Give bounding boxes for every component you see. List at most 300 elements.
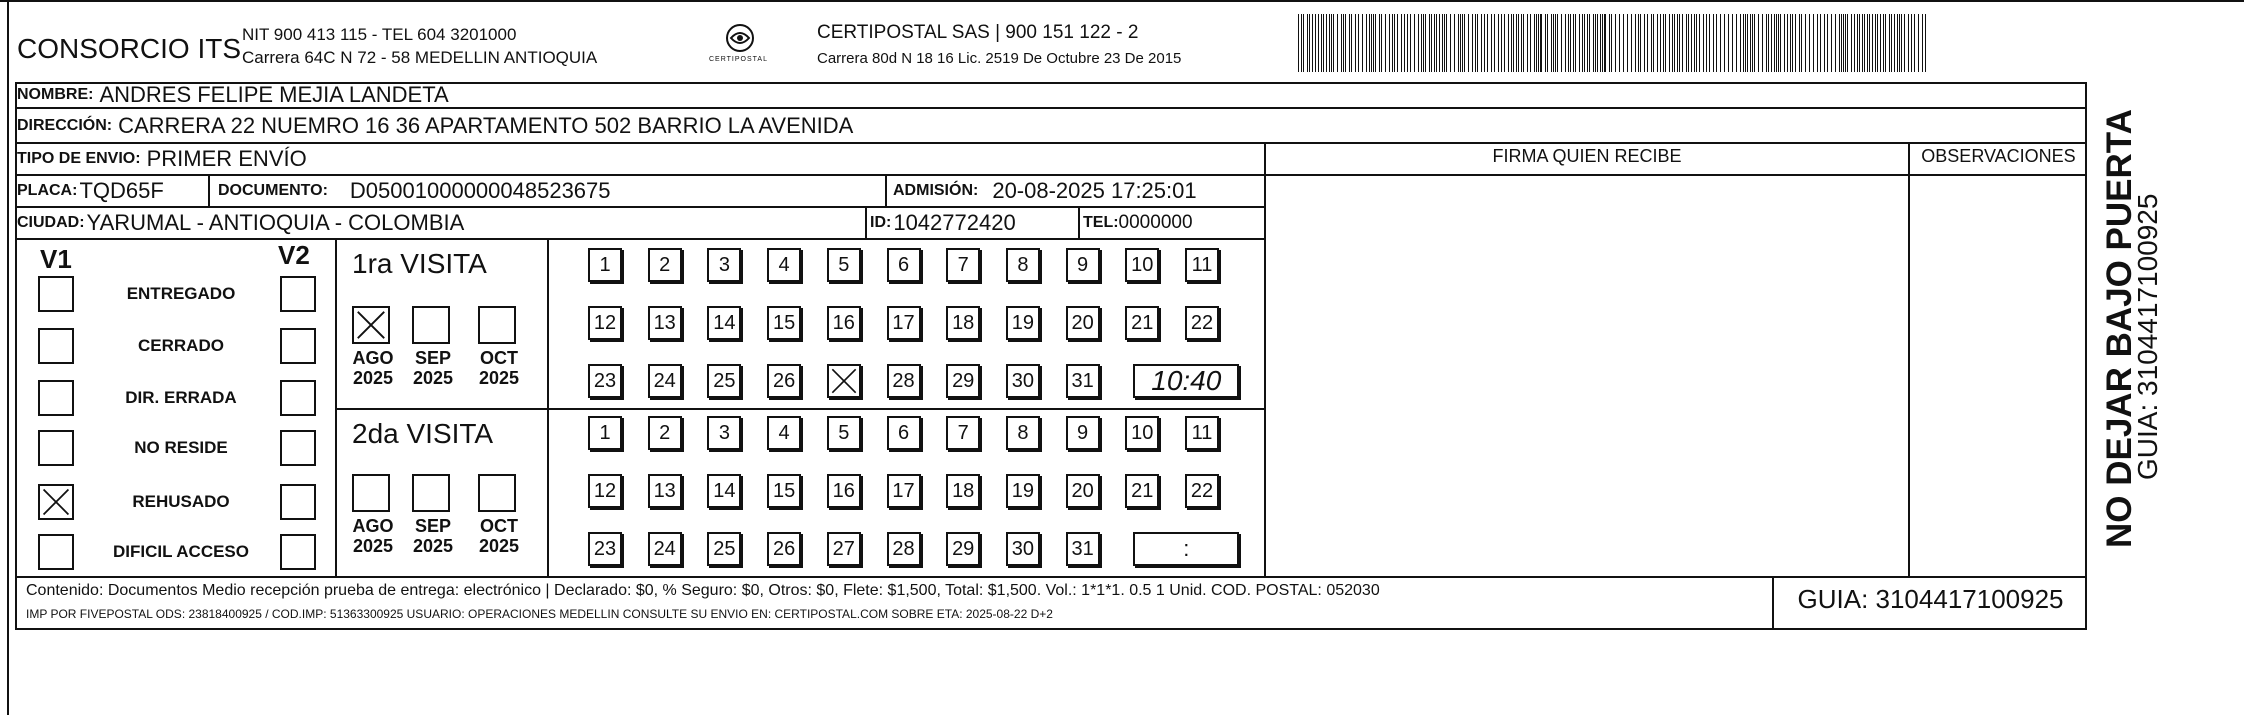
- barcode-bar: [1831, 14, 1832, 72]
- visit1-day-31[interactable]: 31: [1066, 364, 1100, 398]
- visit1-day-13[interactable]: 13: [648, 306, 682, 340]
- visit1-day-17[interactable]: 17: [887, 306, 921, 340]
- barcode-bar: [1635, 14, 1636, 72]
- barcode-bar: [1303, 14, 1304, 72]
- barcode-bar: [1824, 14, 1825, 72]
- barcode-bar: [1894, 14, 1895, 72]
- observations-divider: [1908, 142, 1910, 576]
- top-border: [0, 0, 2244, 2]
- barcode-bar: [1423, 14, 1424, 72]
- document-value: D05001000000048523675: [349, 178, 611, 203]
- barcode-bar: [1771, 14, 1772, 72]
- visit1-day-21[interactable]: 21: [1125, 306, 1159, 340]
- visit1-day-23[interactable]: 23: [588, 364, 622, 398]
- barcode-bar: [1454, 14, 1455, 72]
- visit2-day-11[interactable]: 11: [1185, 416, 1219, 450]
- status-label: DIFICIL ACCESO: [112, 542, 249, 561]
- visit1-day-1[interactable]: 1: [588, 248, 622, 282]
- barcode-bar: [1672, 14, 1673, 72]
- no-dejar-notice: NO DEJAR BAJO PUERTA: [2100, 109, 2139, 548]
- barcode-bar: [1724, 14, 1725, 72]
- visit2-day-30[interactable]: 30: [1006, 532, 1040, 566]
- barcode-bar: [1450, 14, 1451, 72]
- visit2-day-13[interactable]: 13: [648, 474, 682, 508]
- barcode-bar: [1651, 14, 1652, 72]
- barcode-bar: [1908, 14, 1909, 72]
- barcode-bar: [1381, 14, 1382, 72]
- visit1-day-30[interactable]: 30: [1006, 364, 1040, 398]
- barcode-bar: [1880, 14, 1881, 72]
- company-nit: NIT 900 413 115 - TEL 604 3201000: [242, 25, 517, 44]
- visit1-day-27[interactable]: [827, 364, 861, 398]
- barcode-bar: [1404, 14, 1405, 72]
- v1-checkbox-cerrado[interactable]: [38, 328, 74, 364]
- visit1-day-4[interactable]: 4: [767, 248, 801, 282]
- tel-value: 0000000: [1118, 212, 1193, 233]
- name-row: [17, 82, 449, 108]
- visit1-day-20[interactable]: 20: [1066, 306, 1100, 340]
- visit2-day-20[interactable]: 20: [1066, 474, 1100, 508]
- recipient-name: ANDRES FELIPE MEJIA LANDETA: [99, 82, 449, 107]
- name-label: NOMBRE:: [17, 86, 94, 103]
- barcode-bar: [1358, 14, 1359, 72]
- visit2-day-7[interactable]: 7: [946, 416, 980, 450]
- visit1-title: 1ra VISITA: [352, 248, 487, 279]
- plate-row: [17, 176, 164, 206]
- admission-value: 20-08-2025 17:25:01: [992, 178, 1197, 203]
- barcode-bar: [1587, 14, 1588, 72]
- visit2-month-sep[interactable]: [412, 474, 450, 512]
- barcode-bar: [1421, 14, 1422, 72]
- barcode-bar: [1780, 14, 1781, 72]
- barcode-bar: [1750, 14, 1751, 72]
- barcode-bar: [1318, 14, 1319, 72]
- barcode-bar: [1686, 14, 1687, 72]
- visit2-day-25[interactable]: 25: [707, 532, 741, 566]
- visit1-day-5[interactable]: 5: [827, 248, 861, 282]
- shipping-type: PRIMER ENVÍO: [146, 146, 307, 171]
- barcode-bar: [1732, 14, 1733, 72]
- barcode-bar: [1579, 14, 1580, 72]
- barcode-bar: [1713, 14, 1714, 72]
- barcode-bar: [1477, 14, 1478, 72]
- barcode-bar: [1595, 14, 1596, 72]
- visit-divider: [335, 408, 1265, 410]
- barcode-bar: [1694, 14, 1695, 72]
- barcode-bar: [1516, 14, 1517, 72]
- barcode-bar: [1597, 14, 1598, 72]
- barcode-bar: [1790, 14, 1791, 72]
- footer-divider: [15, 576, 2087, 578]
- barcode-bar: [1431, 14, 1432, 72]
- visit2-day-2[interactable]: 2: [648, 416, 682, 450]
- visit2-day-18[interactable]: 18: [946, 474, 980, 508]
- visit1-month-sep[interactable]: [412, 306, 450, 344]
- barcode-bar: [1323, 14, 1324, 72]
- visit1-day-15[interactable]: 15: [767, 306, 801, 340]
- plate-label: PLACA:: [17, 182, 78, 199]
- v2-checkbox-cerrado[interactable]: [280, 328, 316, 364]
- barcode-bar: [1854, 14, 1855, 72]
- barcode-bar: [1877, 14, 1878, 72]
- barcode-bar: [1518, 14, 1519, 72]
- barcode-bar: [1843, 14, 1844, 72]
- barcode-bar: [1752, 14, 1753, 72]
- status-divider: [335, 238, 337, 576]
- v2-checkbox-dir-errada[interactable]: [280, 380, 316, 416]
- barcode-bar: [1706, 14, 1707, 72]
- barcode-bar: [1885, 14, 1886, 72]
- barcode-bar: [1602, 14, 1603, 72]
- barcode-bar: [1682, 14, 1683, 72]
- visit2-day-24[interactable]: 24: [648, 532, 682, 566]
- v2-label: V2: [278, 240, 310, 270]
- barcode-bar: [1766, 14, 1767, 72]
- barcode-bar: [1795, 14, 1796, 72]
- barcode-bar: [1379, 14, 1380, 72]
- barcode-bar: [1337, 14, 1338, 72]
- barcode-bar: [1298, 14, 1299, 72]
- barcode-bar: [1309, 14, 1310, 72]
- barcode-bar: [1835, 14, 1836, 72]
- barcode-bar: [1747, 14, 1748, 72]
- barcode-bar: [1869, 14, 1870, 72]
- barcode-bar: [1864, 14, 1865, 72]
- barcode-bar: [1333, 14, 1334, 72]
- v2-checkbox-entregado[interactable]: [280, 276, 316, 312]
- visit2-day-31[interactable]: 31: [1066, 532, 1100, 566]
- barcode-bar: [1561, 14, 1562, 72]
- barcode-bar: [1600, 14, 1601, 72]
- barcode-bar: [1778, 14, 1779, 72]
- barcode-bar: [1534, 14, 1535, 72]
- barcode-bar: [1696, 14, 1697, 72]
- month-label: OCT 2025: [478, 348, 520, 388]
- barcode-bar: [1343, 14, 1344, 72]
- barcode-bar: [1839, 14, 1840, 72]
- barcode-bar: [1883, 14, 1884, 72]
- barcode-bar: [1688, 14, 1689, 72]
- barcode-bar: [1925, 14, 1926, 72]
- barcode-bar: [1498, 14, 1499, 72]
- barcode-bar: [1638, 14, 1639, 72]
- barcode-bar: [1401, 14, 1402, 72]
- visit1-day-18[interactable]: 18: [946, 306, 980, 340]
- barcode-bar: [1508, 14, 1509, 72]
- barcode-bar: [1407, 14, 1408, 72]
- barcode-bar: [1553, 14, 1554, 72]
- barcode-bar: [1619, 14, 1620, 72]
- barcode-bar: [1699, 14, 1700, 72]
- visit2-day-10[interactable]: 10: [1125, 416, 1159, 450]
- barcode-bar: [1899, 14, 1900, 72]
- barcode-bar: [1536, 14, 1537, 72]
- barcode-bar: [1867, 14, 1868, 72]
- barcode-bar: [1362, 14, 1363, 72]
- visit1-day-24[interactable]: 24: [648, 364, 682, 398]
- barcode-bar: [1511, 14, 1512, 72]
- city-label: CIUDAD:: [17, 214, 85, 231]
- address-label: DIRECCIÓN:: [17, 117, 113, 134]
- certipostal-line1: CERTIPOSTAL SAS | 900 151 122 - 2: [817, 22, 1139, 43]
- city-value: YARUMAL - ANTIOQUIA - COLOMBIA: [86, 210, 465, 235]
- visit2-title: 2da VISITA: [352, 418, 494, 449]
- visit2-day-22[interactable]: 22: [1185, 474, 1219, 508]
- barcode-bar: [1425, 14, 1426, 72]
- barcode-bar: [1582, 14, 1583, 72]
- visit1-day-11[interactable]: 11: [1185, 248, 1219, 282]
- barcode-bar: [1851, 14, 1852, 72]
- barcode-bar: [1914, 14, 1915, 72]
- v1-checkbox-dir-errada[interactable]: [38, 380, 74, 416]
- visit2-day-29[interactable]: 29: [946, 532, 980, 566]
- barcode-bar: [1745, 14, 1746, 72]
- barcode-bar: [1653, 14, 1654, 72]
- barcode-bar: [1472, 14, 1473, 72]
- visit1-day-9[interactable]: 9: [1066, 248, 1100, 282]
- barcode-bar: [1351, 14, 1352, 72]
- barcode-bar: [1820, 14, 1821, 72]
- barcode-bar: [1446, 14, 1447, 72]
- barcode-bar: [1691, 14, 1692, 72]
- visit1-day-29[interactable]: 29: [946, 364, 980, 398]
- barcode-bar: [1809, 14, 1810, 72]
- tel-label: TEL:: [1083, 214, 1119, 231]
- visit1-day-26[interactable]: 26: [767, 364, 801, 398]
- barcode-bar: [1375, 14, 1376, 72]
- barcode-bar: [1593, 14, 1594, 72]
- barcode-bar: [1481, 14, 1482, 72]
- barcode-bar: [1312, 14, 1313, 72]
- visit2-month-ago[interactable]: [352, 474, 390, 512]
- visit2-day-5[interactable]: 5: [827, 416, 861, 450]
- barcode-bar: [1369, 14, 1370, 72]
- address-row: [17, 110, 853, 142]
- signature-divider: [1264, 142, 1266, 576]
- visit1-day-12[interactable]: 12: [588, 306, 622, 340]
- visit2-day-4[interactable]: 4: [767, 416, 801, 450]
- barcode-bar: [1740, 14, 1741, 72]
- barcode-bar: [1663, 14, 1664, 72]
- visit2-day-21[interactable]: 21: [1125, 474, 1159, 508]
- barcode-bar: [1889, 14, 1890, 72]
- barcode-bar: [1589, 14, 1590, 72]
- barcode-bar: [1573, 14, 1574, 72]
- barcode-bar: [1615, 14, 1616, 72]
- barcode-bar: [1538, 14, 1539, 72]
- barcode-bar: [1872, 14, 1873, 72]
- col-divider: [865, 206, 867, 238]
- v2-checkbox-rehusado[interactable]: [280, 484, 316, 520]
- visit2-day-27[interactable]: 27: [827, 532, 861, 566]
- barcode-bar: [1709, 14, 1710, 72]
- barcode-bar: [1301, 14, 1302, 72]
- city-row: [17, 208, 464, 238]
- barcode-bar: [1644, 14, 1645, 72]
- shipping-label: TIPO DE ENVIO:: [17, 150, 141, 167]
- barcode-bar: [1345, 14, 1346, 72]
- v1-checkbox-entregado[interactable]: [38, 276, 74, 312]
- visit2-month-oct[interactable]: [478, 474, 516, 512]
- barcode-bar: [1631, 14, 1632, 72]
- status-label: CERRADO: [138, 336, 224, 355]
- visit1-day-19[interactable]: 19: [1006, 306, 1040, 340]
- shipping-row: [17, 144, 307, 174]
- visit2-day-15[interactable]: 15: [767, 474, 801, 508]
- months-days-divider: [547, 238, 549, 576]
- signature-header: FIRMA QUIEN RECIBE: [1492, 146, 1682, 166]
- barcode-bar: [1660, 14, 1661, 72]
- barcode-bar: [1464, 14, 1465, 72]
- month-label: OCT 2025: [478, 516, 520, 556]
- visit2-day-16[interactable]: 16: [827, 474, 861, 508]
- footer-imp: IMP POR FIVEPOSTAL ODS: 23818400925 / COD.IMP: 51363300925 USUARIO: OPERACIONES MEDELLIN CONSULTE SU ENVIO EN: CERTIPOSTAL.COM SOBRE ETA: 2025-08-22 D+2: [26, 607, 1053, 621]
- barcode-bar: [1315, 14, 1316, 72]
- barcode-bar: [1394, 14, 1395, 72]
- month-label: SEP 2025: [412, 516, 454, 556]
- barcode-bar: [1897, 14, 1898, 72]
- visit2-day-23[interactable]: 23: [588, 532, 622, 566]
- barcode-bar: [1841, 14, 1842, 72]
- visit2-day-9[interactable]: 9: [1066, 416, 1100, 450]
- visit2-day-8[interactable]: 8: [1006, 416, 1040, 450]
- visit2-day-17[interactable]: 17: [887, 474, 921, 508]
- barcode-bar: [1442, 14, 1443, 72]
- barcode-bar: [1799, 14, 1800, 72]
- barcode-bar: [1557, 14, 1558, 72]
- v1-label: V1: [40, 244, 72, 274]
- barcode-bar: [1787, 14, 1788, 72]
- v1-checkbox-no-reside[interactable]: [38, 430, 74, 466]
- barcode-bar: [1758, 14, 1759, 72]
- document-cell: [218, 176, 611, 206]
- barcode-bar: [1716, 14, 1717, 72]
- visit1-month-ago[interactable]: [352, 306, 390, 344]
- barcode-bar: [1736, 14, 1737, 72]
- visit1-day-25[interactable]: 25: [707, 364, 741, 398]
- barcode-bar: [1434, 14, 1435, 72]
- visit1-day-2[interactable]: 2: [648, 248, 682, 282]
- left-border: [7, 0, 9, 715]
- barcode-bar: [1349, 14, 1350, 72]
- v2-checkbox-dificil-acceso[interactable]: [280, 534, 316, 570]
- visit1-day-16[interactable]: 16: [827, 306, 861, 340]
- barcode-bar: [1665, 14, 1666, 72]
- barcode-bar: [1410, 14, 1411, 72]
- barcode-bar: [1475, 14, 1476, 72]
- barcode-bar: [1677, 14, 1678, 72]
- tel-cell: [1083, 208, 1193, 238]
- barcode-bar: [1385, 14, 1386, 72]
- barcode-bar: [1728, 14, 1729, 72]
- visit1-day-10[interactable]: 10: [1125, 248, 1159, 282]
- v2-checkbox-no-reside[interactable]: [280, 430, 316, 466]
- visit2-day-6[interactable]: 6: [887, 416, 921, 450]
- visit2-day-14[interactable]: 14: [707, 474, 741, 508]
- visit1-day-8[interactable]: 8: [1006, 248, 1040, 282]
- barcode-bar: [1326, 14, 1327, 72]
- barcode-bar: [1657, 14, 1658, 72]
- barcode-bar: [1366, 14, 1367, 72]
- observations-header: OBSERVACIONES: [1921, 146, 2076, 166]
- x-mark-icon: [829, 366, 859, 396]
- v1-checkbox-dificil-acceso[interactable]: [38, 534, 74, 570]
- visit1-time-box[interactable]: 10:40: [1133, 364, 1239, 398]
- barcode-bar: [1611, 14, 1612, 72]
- barcode-bar: [1329, 14, 1330, 72]
- barcode-bar: [1555, 14, 1556, 72]
- barcode-bar: [1439, 14, 1440, 72]
- barcode-bar: [1414, 14, 1415, 72]
- barcode-bar: [1371, 14, 1372, 72]
- admission-label: ADMISIÓN:: [893, 182, 979, 199]
- barcode-bar: [1857, 14, 1858, 72]
- barcode-bar: [1575, 14, 1576, 72]
- id-cell: [870, 208, 1016, 238]
- visit1-day-22[interactable]: 22: [1185, 306, 1219, 340]
- x-mark-icon: [40, 486, 72, 518]
- visit1-day-28[interactable]: 28: [887, 364, 921, 398]
- barcode-bar: [1922, 14, 1923, 72]
- visit2-day-26[interactable]: 26: [767, 532, 801, 566]
- barcode-bar: [1418, 14, 1419, 72]
- visit1-month-oct[interactable]: [478, 306, 516, 344]
- barcode-bar: [1389, 14, 1390, 72]
- barcode-bar: [1504, 14, 1505, 72]
- barcode-bar: [1321, 14, 1322, 72]
- barcode-bar: [1875, 14, 1876, 72]
- visit2-day-12[interactable]: 12: [588, 474, 622, 508]
- barcode-bar: [1845, 14, 1846, 72]
- barcode-bar: [1679, 14, 1680, 72]
- visit1-day-7[interactable]: 7: [946, 248, 980, 282]
- barcode-bar: [1627, 14, 1628, 72]
- company-name: CONSORCIO ITS: [17, 33, 242, 64]
- barcode-bar: [1521, 14, 1522, 72]
- barcode-bar: [1444, 14, 1445, 72]
- barcode-bar: [1604, 14, 1606, 72]
- status-label: REHUSADO: [132, 492, 230, 511]
- barcode-bar: [1494, 14, 1495, 72]
- barcode-bar: [1484, 14, 1485, 72]
- plate-value: TQD65F: [79, 178, 164, 203]
- barcode-bar: [1331, 14, 1332, 72]
- barcode-bar: [1901, 14, 1902, 72]
- v1-checkbox-rehusado[interactable]: [38, 484, 74, 520]
- visit1-day-14[interactable]: 14: [707, 306, 741, 340]
- certipostal-line2: Carrera 80d N 18 16 Lic. 2519 De Octubre 23 De 2015: [817, 50, 1182, 67]
- barcode-bar: [1784, 14, 1785, 72]
- barcode-bar: [1458, 14, 1459, 72]
- barcode-bar: [1355, 14, 1356, 72]
- barcode-bar: [1397, 14, 1398, 72]
- barcode-bar: [1911, 14, 1912, 72]
- visit2-day-1[interactable]: 1: [588, 416, 622, 450]
- barcode-bar: [1623, 14, 1624, 72]
- status-label: ENTREGADO: [126, 284, 236, 303]
- visit2-time-box[interactable]: :: [1133, 532, 1239, 566]
- barcode-bar: [1904, 14, 1905, 72]
- barcode-bar: [1918, 14, 1919, 72]
- visit2-day-3[interactable]: 3: [707, 416, 741, 450]
- barcode-bar: [1584, 14, 1585, 72]
- barcode-bar: [1817, 14, 1818, 72]
- visit1-day-6[interactable]: 6: [887, 248, 921, 282]
- visit1-day-3[interactable]: 3: [707, 248, 741, 282]
- visit2-day-28[interactable]: 28: [887, 532, 921, 566]
- visit2-day-19[interactable]: 19: [1006, 474, 1040, 508]
- barcode-bar: [1609, 14, 1610, 72]
